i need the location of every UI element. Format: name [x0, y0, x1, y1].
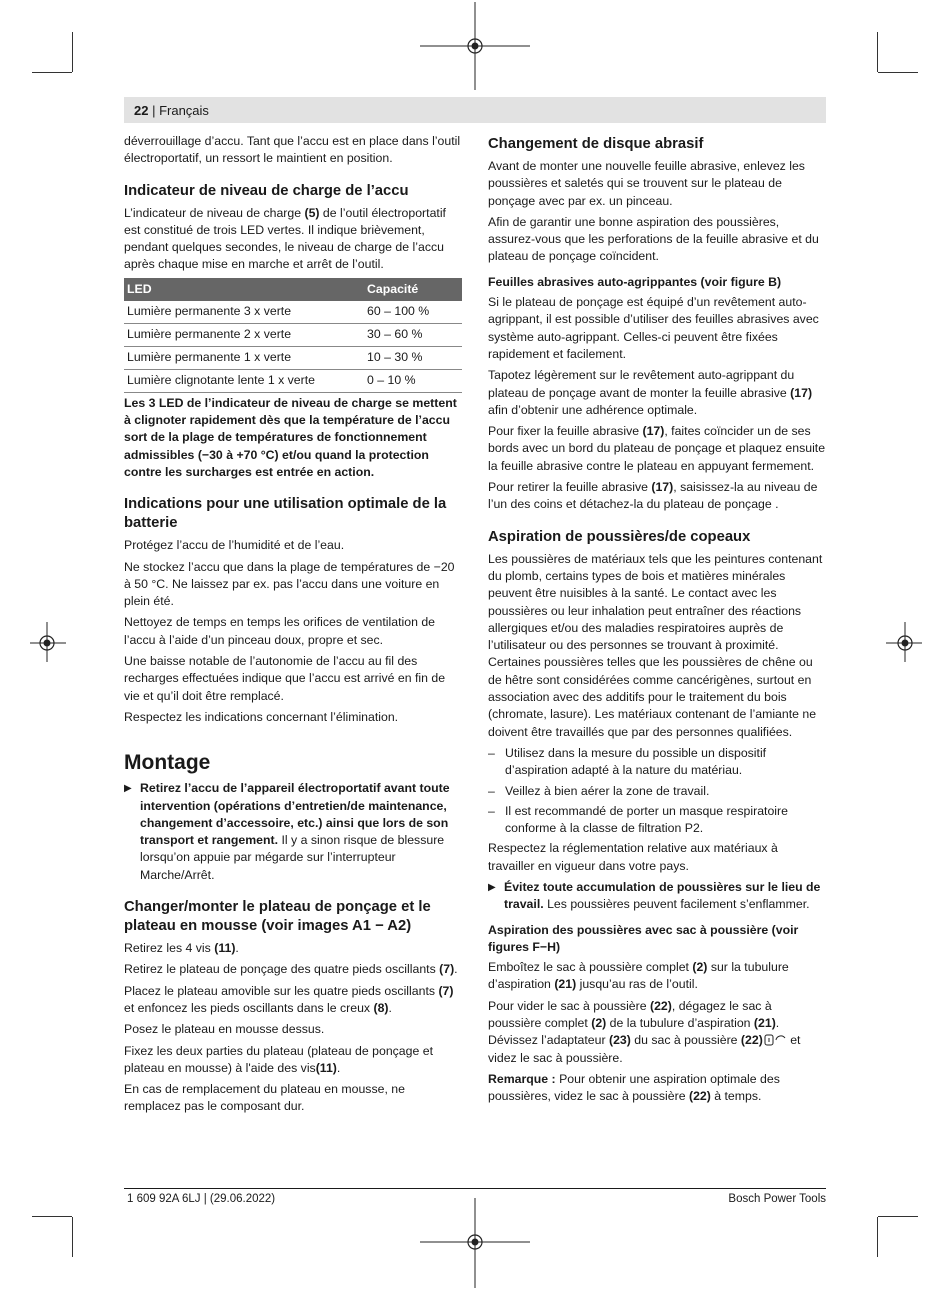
sac-paragraph: Emboîtez le sac à poussière complet (2) sur la tubulure d’aspiration (21) jusqu’au ras de l’outil.	[488, 960, 789, 992]
aspiration-paragraph: Certaines poussières telles que les poussières de chêne ou de hêtre sont considérées comme cancérigènes, surtout en association avec des additifs pour le traitement du bois (chromate, lasure). Les matériaux contenant de l’amiante ne doivent être travaillés que par des personnes qualifiées.	[488, 655, 817, 739]
heading-battery-tips: Indications pour une utilisation optimale de la batterie	[124, 496, 447, 532]
footer-doc-number: 1 609 92A 6LJ | (29.06.2022)	[127, 1193, 276, 1205]
left-column	[124, 133, 462, 1120]
table-header-capacity: Capacité	[364, 278, 462, 301]
dash-item: – Utilisez dans la mesure du possible un dispositif d’aspiration adapté à la nature du matériau.	[488, 745, 767, 778]
crop-mark	[32, 1216, 72, 1217]
crop-mark	[878, 72, 918, 73]
battery-paragraph: Protégez l’accu de l’humidité et de l’eau.	[124, 538, 345, 553]
footer-rule	[124, 1188, 826, 1189]
aspiration-paragraph: Respectez la réglementation relative aux matériaux à travailler en vigueur dans votre pays.	[488, 841, 778, 873]
table-row: Lumière clignotante lente 1 x verte 0 – 10 %	[124, 369, 462, 392]
heading-disque: Changement de disque abrasif	[488, 136, 704, 152]
charge-paragraph: L’indicateur de niveau de charge (5) de l’outil électroportatif est constitué de trois LED vertes. Il indique brièvement, pendant quelques secondes, le niveau de charge de l’accu après chaque mise en marche et arrêt de l’outil.	[124, 205, 446, 272]
heading-sac: Aspiration des poussières avec sac à poussière (voir figures F−H)	[488, 922, 799, 954]
dash-item: – Il est recommandé de porter un masque respiratoire conforme à la classe de filtration P2.	[488, 803, 788, 836]
led-warning: Les 3 LED de l’indicateur de niveau de charge se mettent à clignoter rapidement dès que la température de l’accu sort de la plage de températures de fonctionnement admissibles (−30 à +70 °C) et/ou quand la protection contre les surcharges est entrée en action.	[124, 395, 457, 479]
heading-plateau: Changer/monter le plateau de ponçage et le plateau en mousse (voir images A1 − A2)	[124, 899, 431, 935]
crop-mark	[877, 1217, 878, 1257]
crop-mark	[72, 1217, 73, 1257]
battery-paragraph: Respectez les indications concernant l’élimination.	[124, 709, 399, 724]
plateau-paragraph: En cas de remplacement du plateau en mousse, ne remplacez pas le composant dur.	[124, 1082, 405, 1114]
table-row: Lumière permanente 2 x verte 30 – 60 %	[124, 323, 462, 346]
table-header-led: LED	[124, 278, 364, 301]
page-header: 22 | Français	[124, 97, 826, 123]
aspiration-paragraph: Les poussières de matériaux tels que les peintures contenant du plomb, certains types de bois et matières minérales peuvent être nuisibles à la santé. Le contact avec les poussières ou leur inhalation peut entraîner des réactions allergiques et/ou des maladies respiratoires auprès de l’utilisateur ou des personnes se trouvant à proximité.	[488, 551, 823, 653]
plateau-paragraph: Placez le plateau amovible sur les quatre pieds oscillants (7) et enfoncez les pieds oscillants dans le creux (8).	[124, 983, 454, 1015]
header-language: Français	[159, 103, 209, 118]
plateau-paragraph: Fixez les deux parties du plateau (plateau de ponçage et plateau en mousse) à l'aide des vis(11).	[124, 1043, 433, 1075]
crop-mark	[32, 72, 72, 73]
triangle-bullet-icon: ▶	[488, 881, 496, 893]
sac-paragraph: Pour vider le sac à poussière (22), dégagez le sac à poussière complet (2) de la tubulure d’aspiration (21). Dévissez l’adaptateur (23) du sac à poussière (22) et videz le sac à poussière.	[488, 998, 801, 1065]
unscrew-icon	[763, 1032, 787, 1046]
right-column	[488, 133, 826, 1110]
charge-table	[124, 278, 462, 393]
table-row: Lumière permanente 1 x verte 10 – 30 %	[124, 346, 462, 369]
disque-paragraph: Afin de garantir une bonne aspiration des poussières, assurez-vous que les perforations de la feuille abrasive et du plateau de ponçage coïncident.	[488, 214, 819, 264]
feuilles-paragraph: Pour fixer la feuille abrasive (17), faites coïncider un de ses bords avec un bord du plateau de ponçage et plaquez ensuite la feuille abrasive contre le plateau en appuyant fermement.	[488, 424, 826, 473]
montage-warning-bullet: ▶ Retirez l’accu de l’appareil électroportatif avant toute intervention (opérations d’entretien/de maintenance, changement d’accessoire, etc.) ainsi que lors de son transport et rangement. Il y a sinon risque de blessure lorsqu’on appuie par mégarde sur l’interrupteur Marche/Arrêt.	[124, 781, 450, 882]
remarque-paragraph: Remarque : Pour obtenir une aspiration optimale des poussières, videz le sac à poussière (22) à temps.	[488, 1071, 780, 1104]
battery-paragraph: Ne stockez l’accu que dans la plage de températures de −20 à 50 °C. Ne laissez par ex. pas l’accu dans une voiture en plein été.	[124, 559, 455, 609]
registration-mark-top	[420, 2, 530, 92]
feuilles-paragraph: Pour retirer la feuille abrasive (17), saisissez-la au niveau de l’un des coins et détachez-la du plateau de ponçage .	[488, 480, 818, 512]
registration-mark-bottom	[420, 1198, 530, 1288]
plateau-paragraph: Retirez les 4 vis (11).	[124, 941, 239, 956]
battery-paragraph: Nettoyez de temps en temps les orifices de ventilation de l’accu à l’aide d’un pinceau doux, propre et sec.	[124, 615, 436, 647]
battery-paragraph: Une baisse notable de l’autonomie de l’accu au fil des recharges effectuées indique que l’accu est arrivé en fin de vie et qu’il doit être remplacé.	[124, 654, 446, 703]
feuilles-paragraph: Si le plateau de ponçage est équipé d’un revêtement auto-agrippant, il est possible d’utiliser des feuilles abrasives avec système auto-agrippant. Celles-ci peuvent être fixées rapidement et facilement.	[488, 295, 819, 361]
intro-paragraph: déverrouillage d’accu. Tant que l’accu est en place dans l’outil électroportatif, un ressort le maintient en position.	[124, 134, 461, 166]
plateau-paragraph: Retirez le plateau de ponçage des quatre pieds oscillants (7).	[124, 962, 458, 977]
crop-mark	[877, 32, 878, 72]
heading-feuilles: Feuilles abrasives auto-agrippantes (voir figure B)	[488, 274, 782, 289]
table-row: Lumière permanente 3 x verte 60 – 100 %	[124, 301, 462, 324]
disque-paragraph: Avant de monter une nouvelle feuille abrasive, enlevez les poussières et saletés qui se trouvent sur le plateau de ponçage avec par ex. un pinceau.	[488, 159, 805, 208]
page-number: 22	[134, 103, 149, 118]
heading-aspiration: Aspiration de poussières/de copeaux	[488, 528, 751, 545]
footer-brand: Bosch Power Tools	[728, 1193, 826, 1205]
triangle-bullet-icon: ▶	[124, 783, 132, 795]
dust-warning-bullet: ▶ Évitez toute accumulation de poussières sur le lieu de travail. Les poussières peuvent facilement s’enflammer.	[488, 879, 821, 912]
heading-montage: Montage	[124, 751, 211, 775]
heading-charge-indicator: Indicateur de niveau de charge de l’accu	[124, 182, 409, 199]
crop-mark	[72, 32, 73, 72]
plateau-paragraph: Posez le plateau en mousse dessus.	[124, 1022, 325, 1037]
crop-mark	[878, 1216, 918, 1217]
registration-mark-right	[886, 622, 922, 662]
feuilles-paragraph: Tapotez légèrement sur le revêtement auto-agrippant du plateau de ponçage avant de monter la feuille abrasive (17) afin d’obtenir une adhérence optimale.	[488, 368, 813, 417]
registration-mark-left	[30, 622, 66, 662]
dash-item: – Veillez à bien aérer la zone de travail.	[488, 783, 710, 798]
